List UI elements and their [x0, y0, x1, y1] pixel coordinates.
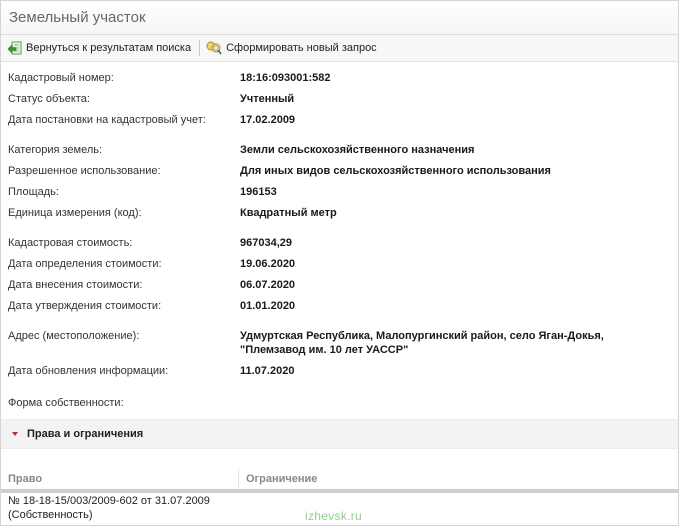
detail-row-land-category [1, 141, 678, 159]
new-query-button[interactable] [205, 40, 377, 56]
toolbar [1, 35, 678, 62]
column-header-restriction: Ограничение [246, 473, 318, 485]
detail-row-value-approved-date [1, 297, 678, 315]
new-query-label: Сформировать новый запрос [226, 42, 377, 54]
detail-value: 19.06.2020 [240, 258, 296, 270]
detail-value: Квадратный метр [240, 207, 337, 219]
detail-label: Статус объекта: [8, 93, 90, 105]
site-watermark: izhevsk.ru [305, 509, 363, 523]
detail-row-cadastral-value [1, 234, 678, 252]
window-title: Земельный участок [1, 1, 678, 35]
detail-label: Дата определения стоимости: [8, 258, 162, 270]
detail-label: Дата внесения стоимости: [8, 279, 143, 291]
detail-label: Дата утверждения стоимости: [8, 300, 162, 312]
detail-row-value-determined-date [1, 255, 678, 273]
detail-row-permitted-use [1, 162, 678, 180]
detail-row-status [1, 90, 678, 108]
detail-label: Разрешенное использование: [8, 165, 161, 177]
search-people-icon [205, 40, 223, 56]
back-to-results-button[interactable] [7, 40, 191, 56]
detail-row-address [1, 327, 678, 359]
detail-label: Форма собственности: [8, 397, 124, 409]
detail-row-cadastral-number [1, 69, 678, 87]
detail-label: Площадь: [8, 186, 59, 198]
detail-label: Кадастровая стоимость: [8, 237, 133, 249]
detail-value: 06.07.2020 [240, 279, 296, 291]
rights-section-toggle[interactable] [1, 419, 678, 449]
back-arrow-icon [7, 40, 23, 56]
detail-label: Кадастровый номер: [8, 72, 114, 84]
rights-section-title: Права и ограничения [27, 428, 144, 440]
rights-table-header [1, 469, 678, 493]
detail-value: 196153 [240, 186, 277, 198]
detail-label: Дата постановки на кадастровый учет: [8, 114, 206, 126]
detail-row-ownership-form [1, 394, 678, 412]
back-to-results-label: Вернуться к результатам поиска [26, 42, 192, 54]
collapse-triangle-icon [12, 432, 18, 436]
right-cell: № 18-18-15/003/2009-602 от 31.07.2009 (Собственность) [8, 495, 210, 521]
detail-value: 967034,29 [240, 237, 292, 249]
detail-row-info-updated-date [1, 362, 678, 380]
detail-row-area [1, 183, 678, 201]
detail-label: Категория земель: [8, 144, 103, 156]
detail-label: Единица измерения (код): [8, 207, 142, 219]
detail-value: 11.07.2020 [240, 365, 295, 377]
detail-row-value-entered-date [1, 276, 678, 294]
detail-value: 17.02.2009 [240, 114, 296, 126]
detail-value: 18:16:093001:582 [240, 72, 331, 84]
detail-label: Дата обновления информации: [8, 365, 169, 377]
toolbar-divider [199, 40, 200, 56]
detail-value: Земли сельскохозяйственного назначения [240, 144, 475, 156]
detail-value: Учтенный [240, 93, 295, 105]
column-header-right: Право [1, 469, 239, 489]
detail-value: Для иных видов сельскохозяйственного использования [240, 165, 551, 177]
detail-row-registration-date [1, 111, 678, 129]
detail-label: Адрес (местоположение): [8, 330, 140, 342]
detail-row-unit [1, 204, 678, 222]
detail-value: Удмуртская Республика, Малопургинский район, село Яган-Докья, "Племзавод им. 10 лет УАССР" [240, 330, 604, 356]
detail-value: 01.01.2020 [240, 300, 296, 312]
